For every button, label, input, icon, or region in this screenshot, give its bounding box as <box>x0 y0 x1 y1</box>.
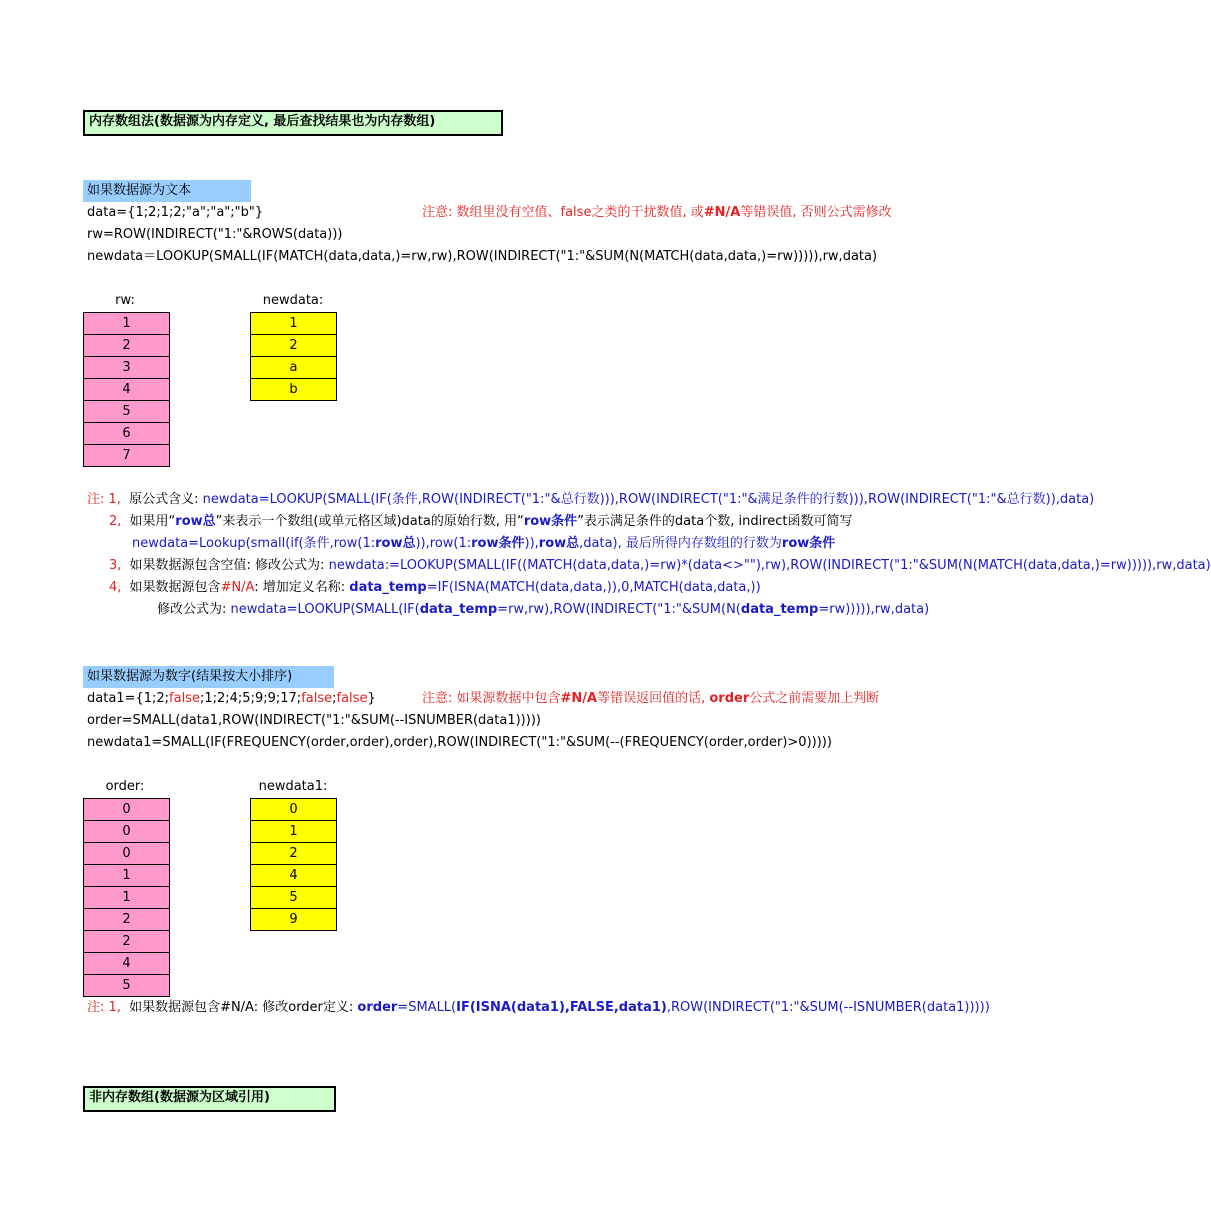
note-number: 注: 1, <box>87 492 121 507</box>
newdata1-cell[interactable]: 1 <box>251 821 336 843</box>
newdata-cell[interactable]: 2 <box>251 335 336 357</box>
rw-cell[interactable]: 3 <box>84 357 169 379</box>
newdata1-cell[interactable]: 4 <box>251 865 336 887</box>
data1-false: false <box>301 691 333 706</box>
newdata1-cell[interactable]: 9 <box>251 909 336 931</box>
note-term: order <box>357 1000 398 1015</box>
section1-note <box>422 202 892 224</box>
newdata-label: newdata: <box>262 293 324 308</box>
note-order-na <box>87 997 990 1019</box>
note-formula: ,ROW(INDIRECT("1:"&SUM(--ISNUMBER(data1))))) <box>666 1000 990 1015</box>
note-number: 3, <box>109 558 122 573</box>
newdata-column <box>250 312 337 401</box>
data1-text: ;1;2;4;5;9;9;17; <box>199 691 302 706</box>
note-term: row条件 <box>781 536 836 551</box>
newdata1-label: newdata1: <box>258 779 328 794</box>
note-formula: newdata=Lookup(small(if(条件,row(1: <box>132 536 376 551</box>
rw-cell[interactable]: 2 <box>84 335 169 357</box>
data1-definition <box>87 688 376 710</box>
note-false: false <box>560 205 592 220</box>
note-formula: ,data), 最后所得内存数组的行数为 <box>579 536 782 551</box>
order-cell[interactable]: 1 <box>84 865 169 887</box>
data1-false: false <box>169 691 200 706</box>
title-second: 非内存数组(数据源为区域引用) <box>83 1086 336 1112</box>
note-number: 4, <box>109 580 122 595</box>
order-cell[interactable]: 2 <box>84 931 169 953</box>
order-cell[interactable]: 4 <box>84 953 169 975</box>
newdata1-cell[interactable]: 0 <box>251 799 336 821</box>
newdata1-cell[interactable]: 2 <box>251 843 336 865</box>
note-text: : 增加定义名称: <box>254 580 350 595</box>
note-text: 等错误值, 否则公式需修改 <box>740 205 892 220</box>
note-term: row条件 <box>523 514 578 529</box>
note-text: 修改公式为: <box>157 602 231 617</box>
newdata1-formula: newdata1=SMALL(IF(FREQUENCY(order,order),order),ROW(INDIRECT("1:"&SUM(--(FREQUENCY(order,order)>0))))) <box>87 735 832 750</box>
note-term: data_temp <box>349 580 427 595</box>
rw-cell[interactable]: 1 <box>84 313 169 335</box>
order-cell[interactable]: 0 <box>84 821 169 843</box>
note-formula: newdata:=LOOKUP(SMALL(IF((MATCH(data,data,)=rw)*(data<>""),rw),ROW(INDIRECT("1:"&SUM(N(MATCH(data,data,)=rw))))),rw,data) <box>328 558 1211 573</box>
note-text: 原公式含义: <box>129 492 203 507</box>
note-na: #N/A <box>703 205 741 220</box>
rw-definition: rw=ROW(INDIRECT("1:"&ROWS(data))) <box>87 227 343 242</box>
note-number: 2, <box>109 514 122 529</box>
note-formula: newdata=LOOKUP(SMALL(IF( <box>230 602 420 617</box>
note-text: 等错误返回值的话, <box>597 691 710 706</box>
note-na: #N/A <box>560 691 598 706</box>
order-cell[interactable]: 1 <box>84 887 169 909</box>
note-text: 如果数据源包含 <box>129 580 221 595</box>
order-cell[interactable]: 5 <box>84 975 169 997</box>
order-cell[interactable]: 0 <box>84 843 169 865</box>
note-text: 注意: 如果源数据中包含 <box>422 691 561 706</box>
note-formula: =rw,rw),ROW(INDIRECT("1:"&SUM(N( <box>497 602 741 617</box>
data-definition: data={1;2;1;2;"a";"a";"b"} <box>87 205 264 220</box>
note-2-formula <box>132 533 835 555</box>
data1-text: } <box>367 691 376 706</box>
note-number: 注: 1, <box>87 1000 121 1015</box>
newdata-formula: newdata＝LOOKUP(SMALL(IF(MATCH(data,data,)=rw,rw),ROW(INDIRECT("1:"&SUM(N(MATCH(data,data,)=rw))))),rw,data) <box>87 249 878 264</box>
section-number-header: 如果数据源为数字(结果按大小排序) <box>83 666 334 688</box>
rw-cell[interactable]: 4 <box>84 379 169 401</box>
order-label: order: <box>105 779 145 794</box>
note-term: IF(ISNA(data1),FALSE,data1) <box>456 1000 667 1015</box>
note-text: 如果用“ <box>129 514 176 529</box>
order-cell[interactable]: 0 <box>84 799 169 821</box>
data1-text: data1={1;2; <box>87 691 170 706</box>
note-text: 如果数据源包含空值: 修改公式为: <box>129 558 329 573</box>
rw-cell[interactable]: 7 <box>84 445 169 467</box>
order-definition: order=SMALL(data1,ROW(INDIRECT("1:"&SUM(--ISNUMBER(data1))))) <box>87 713 541 728</box>
note-formula: )),row(1: <box>415 536 472 551</box>
data1-text: ; <box>332 691 337 706</box>
note-formula: =SMALL( <box>397 1000 457 1015</box>
note-1 <box>87 489 1094 511</box>
note-text: 之类的干扰数值, 或 <box>591 205 704 220</box>
newdata-cell[interactable]: b <box>251 379 336 401</box>
newdata-cell[interactable]: a <box>251 357 336 379</box>
note-na: #N/A <box>220 580 255 595</box>
note-term: row总 <box>175 514 216 529</box>
section2-note <box>422 688 879 710</box>
note-term: data_temp <box>419 602 498 617</box>
title-main: 内存数组法(数据源为内存定义, 最后查找结果也为内存数组) <box>83 110 503 136</box>
note-text: 如果数据源包含#N/A: 修改order定义: <box>129 1000 358 1015</box>
note-term: row总 <box>375 536 416 551</box>
newdata1-cell[interactable]: 5 <box>251 887 336 909</box>
note-term: row条件 <box>471 536 525 551</box>
rw-cell[interactable]: 5 <box>84 401 169 423</box>
note-text: ”表示满足条件的data个数, indirect函数可简写 <box>577 514 853 529</box>
rw-column <box>83 312 170 467</box>
note-order: order <box>709 691 750 706</box>
note-text: ”来表示一个数组(或单元格区域)data的原始行数, 用“ <box>215 514 524 529</box>
rw-label: rw: <box>115 293 135 308</box>
newdata1-column <box>250 798 337 931</box>
note-text: 公式之前需要加上判断 <box>749 691 880 706</box>
note-4-formula <box>157 599 929 621</box>
note-2 <box>109 511 853 533</box>
note-4 <box>109 577 761 599</box>
rw-cell[interactable]: 6 <box>84 423 169 445</box>
note-formula: =rw))))),rw,data) <box>818 602 930 617</box>
note-3 <box>109 555 1211 577</box>
order-cell[interactable]: 2 <box>84 909 169 931</box>
note-term: row总 <box>538 536 580 551</box>
note-formula: newdata=LOOKUP(SMALL(IF(条件,ROW(INDIRECT("1:"&总行数))),ROW(INDIRECT("1:"&满足条件的行数))),ROW(INDIRECT("1:"&总行数)),data) <box>202 492 1095 507</box>
newdata-cell[interactable]: 1 <box>251 313 336 335</box>
note-text: 注意: 数组里没有空值、 <box>422 205 561 220</box>
order-column <box>83 798 170 997</box>
section-text-header: 如果数据源为文本 <box>83 180 251 202</box>
data1-false: false <box>336 691 368 706</box>
note-formula: =IF(ISNA(MATCH(data,data,)),0,MATCH(data,data,)) <box>426 580 761 595</box>
note-formula: )), <box>524 536 539 551</box>
note-term: data_temp <box>740 602 819 617</box>
